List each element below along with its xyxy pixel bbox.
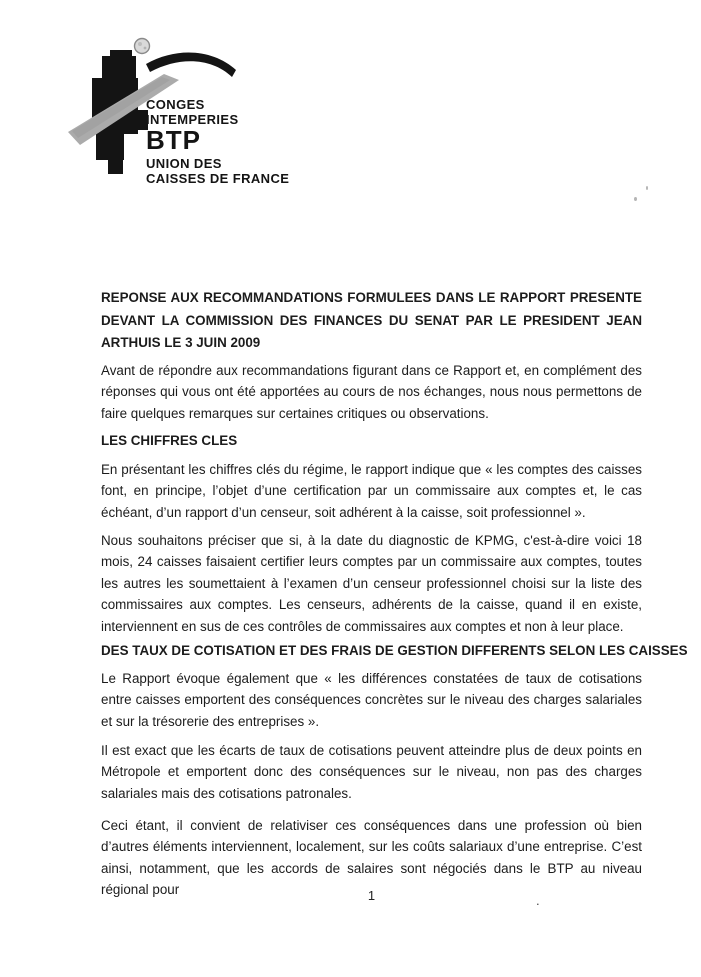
document-title: REPONSE AUX RECOMMANDATIONS FORMULEES DANS LE RAPPORT PRESENTE DEVANT LA COMMISSION DES FINANCES DU SENAT PAR LE PRESIDENT JEAN ARTHUIS LE 3 JUIN 2009 [101, 290, 642, 350]
section-heading-taux-cotisation: DES TAUX DE COTISATION ET DES FRAIS DE GESTION DIFFERENTS SELON LES CAISSES [101, 643, 688, 658]
scan-speck [634, 197, 637, 201]
logo-line-conges: CONGES [146, 97, 205, 112]
scan-speck [646, 186, 648, 190]
paragraph-kpmg-diagnostic: Nous souhaitons préciser que si, à la date du diagnostic de KPMG, c'est-à-dire voici 18 mois, 24 caisses faisaient certifier leurs comptes par un commissaire aux comptes, toutes les autres les soumettaient à l’examen d’un censeur professionnel choisi sur la liste des commissaires aux comptes. Les censeurs, adhérents de la caisse, quand il en existe, interviennent en sus de ces contrôles de commissaires aux comptes et non à leur place. [101, 533, 642, 634]
paragraph-certification: En présentant les chiffres clés du régime, le rapport indique que « les comptes des caisses font, en principe, l’objet d’une certification par un commissaire aux comptes et, le cas échéant, d’un rapport d’un censeur, soit adhérent à la caisse, soit professionnel ». [101, 462, 642, 520]
paragraph-ecarts-metropole: Il est exact que les écarts de taux de cotisations peuvent atteindre plus de deux points en Métropole et emportent donc des conséquences sur le niveau, non pas des charges salariales mais des cotisations patronales. [101, 743, 642, 801]
page-number: 1 [367, 888, 376, 903]
logo [66, 34, 316, 204]
paragraph-differences-taux: Le Rapport évoque également que « les différences constatées de taux de cotisations entre caisses emportent des conséquences concrètes sur le niveau des charges salariales et sur la trésorerie des entreprises ». [101, 671, 642, 729]
stray-mark: . [536, 893, 540, 908]
section-heading-chiffres-cles: LES CHIFFRES CLES [101, 433, 238, 448]
logo-line-caisses-de-france: CAISSES DE FRANCE [146, 170, 290, 186]
logo-line-union-des: UNION DES [146, 156, 222, 171]
logo-acronym-btp: BTP [146, 125, 201, 155]
logo-line-intemperies: INTEMPERIES [146, 111, 239, 127]
intro-paragraph: Avant de répondre aux recommandations figurant dans ce Rapport et, en complément des réponses qui vous ont été apportées au cours de nos échanges, nous nous permettons de faire quelques remarques sur certaines critiques ou observations. [101, 363, 642, 421]
paragraph-relativiser: Ceci étant, il convient de relativiser ces conséquences dans une profession où bien d’autres éléments interviennent, localement, sur les coûts salariaux d’une entreprise. C’est ainsi, notamment, que les accords de salaires sont négociés dans le BTP au niveau régional pour [101, 818, 642, 898]
logo-text [146, 98, 289, 186]
